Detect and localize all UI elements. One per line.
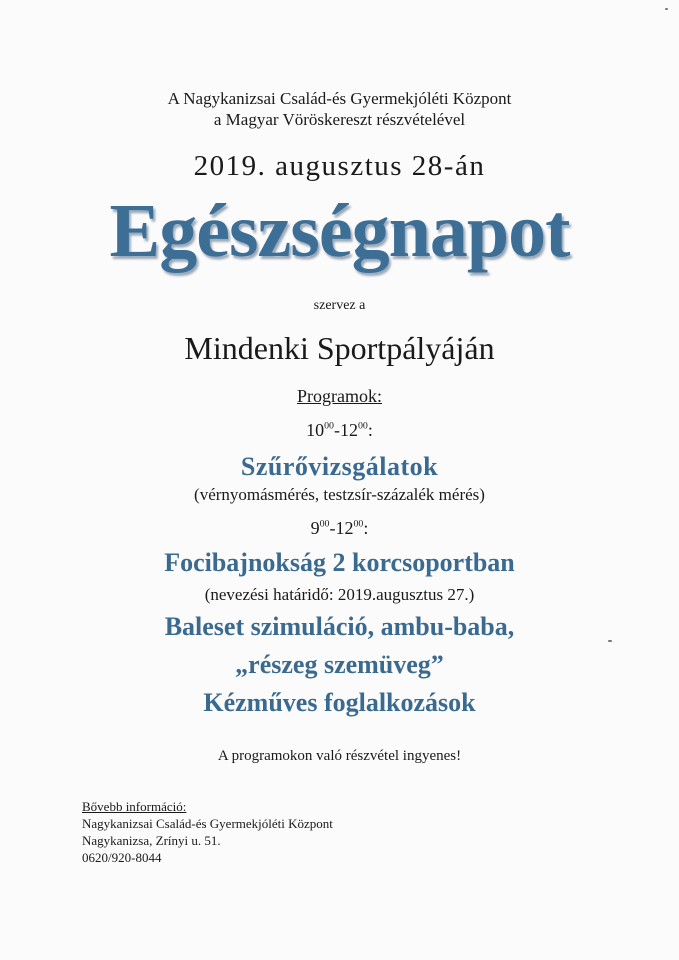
organizes-text: szervez a (313, 298, 366, 313)
extra-program-2: „részeg szemüveg” (235, 650, 444, 679)
extra-program-1: Baleset szimuláció, ambu-baba, (164, 612, 515, 641)
slot2-end-min: 00 (353, 518, 364, 530)
contact-title: Bővebb információ: (82, 799, 187, 814)
slot1-start-hour: 10 (306, 420, 325, 440)
venue: Mindenki Sportpályáján (184, 330, 495, 366)
headline: Egészségnapot (109, 189, 570, 273)
slot1-time: $10^{00}-12^{00}$: (306, 420, 373, 440)
programs-title: Programok: (297, 386, 382, 406)
slot2-time: $9^{00}-12^{00}$: (310, 518, 369, 538)
slot2-note: (nevezési határidő: 2019.augusztus 27.) (204, 585, 475, 604)
organizer-line-2: a Magyar Vöröskereszt részvételével (213, 110, 466, 129)
extra-program-3: Kézműves foglalkozások (203, 688, 476, 717)
organizer-block (0, 88, 679, 130)
slot1-end-min: 00 (357, 420, 368, 432)
organizer-line-1: A Nagykanizsai Család-és Gyermekjóléti Központ (167, 89, 512, 108)
slot2-end-hour: 12 (335, 518, 354, 538)
contact-address: Nagykanizsa, Zrínyi u. 51. (82, 833, 221, 848)
slot1-title: Szűrővizsgálatok (240, 452, 439, 481)
contact-block (82, 798, 333, 866)
contact-phone: 0620/920-8044 (82, 850, 162, 865)
slot1-end-hour: 12 (339, 420, 358, 440)
free-note: A programokon való részvétel ingyenes! (217, 748, 462, 764)
event-date: 2019. augusztus 28-án (193, 150, 486, 182)
scan-speck (608, 640, 612, 642)
slot1-start-min: 00 (324, 420, 334, 432)
slot1-note: (vérnyomásmérés, testzsír-százalék mérés) (194, 485, 485, 504)
slot2-title: Focibajnokság 2 korcsoportban (164, 548, 515, 577)
scan-speck (665, 8, 668, 10)
slot2-start-hour: 9 (310, 518, 320, 538)
slot2-start-min: 00 (319, 518, 330, 530)
contact-org: Nagykanizsai Család-és Gyermekjóléti Központ (82, 816, 333, 831)
